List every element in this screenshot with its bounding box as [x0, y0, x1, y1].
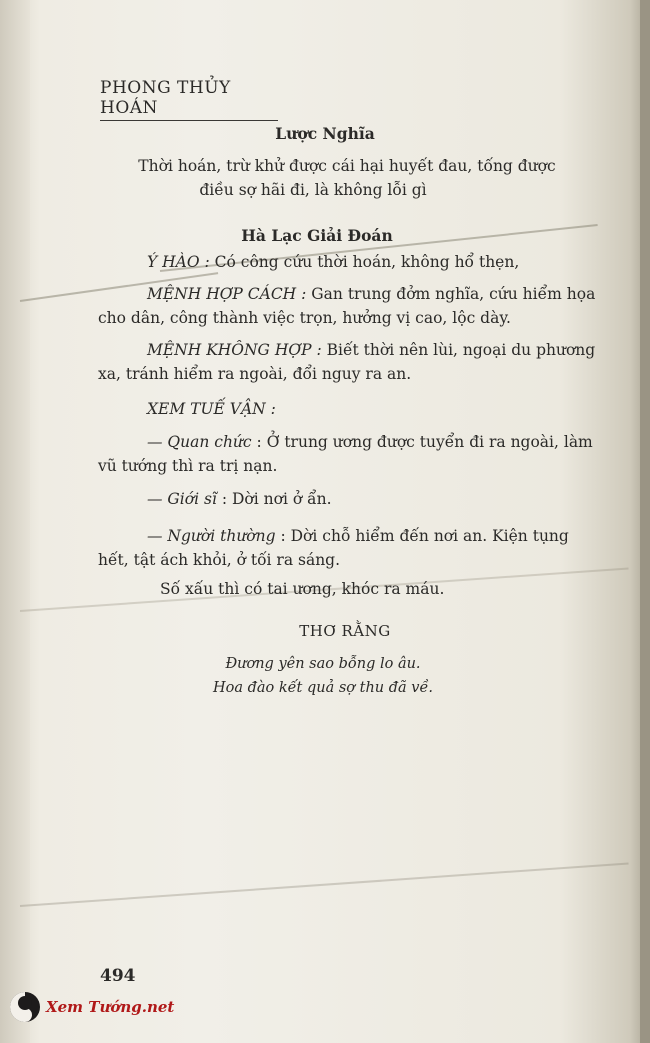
luoc-nghia-line-2: điều sợ hãi đi, là không lỗi gì [199, 181, 427, 199]
menh-khong-text-1: Biết thời nên lùi, ngoại du phương [326, 341, 596, 359]
poem-line-2: Hoa đào kết quả sợ thu đã về. [212, 680, 434, 696]
nguoi-thuong-label: — Người thường [147, 527, 276, 545]
running-header: PHONG THỦY HOÁN [100, 78, 278, 121]
poem-title: THƠ RẰNG [299, 622, 391, 640]
luoc-nghia-line-1: Thời hoán, trừ khử được cái hại huyết đau, tống được [138, 157, 556, 175]
xem-tue-label: XEM TUẾ VẬN : [147, 400, 276, 418]
menh-hop-label: MỆNH HỢP CÁCH : [147, 285, 307, 303]
page-number: 494 [100, 966, 136, 986]
menh-hop-text-2: cho dân, công thành việc trọn, hưởng vị cao, lộc dày. [98, 309, 511, 327]
y-hao-text: Có công cứu thời hoán, không hổ thẹn, [214, 253, 520, 271]
nguoi-thuong-text-2: hết, tật ách khỏi, ở tối ra sáng. [98, 551, 341, 569]
gioi-si-text: : Dời nơi ở ẩn. [221, 490, 332, 508]
page-tear-line [20, 862, 629, 907]
menh-khong-text-2: xa, tránh hiểm ra ngoài, đổi nguy ra an. [98, 365, 412, 383]
quan-chuc-label: — Quan chức [147, 433, 252, 451]
y-hao-label: Ý HÀO : [147, 253, 210, 271]
watermark-text: Xem Tướng.net [46, 998, 175, 1016]
poem-line-1: Đương yên sao bỗng lo âu. [225, 656, 421, 672]
gioi-si-label: — Giới sĩ [147, 490, 217, 508]
watermark [10, 992, 174, 1022]
so-xau-text: Số xấu thì có tai ương, khóc ra máu. [160, 580, 445, 598]
nguoi-thuong-text-1: : Dời chỗ hiểm đến nơi an. Kiện tụng [280, 527, 569, 545]
quan-chuc-text-1: : Ở trung ương được tuyển đi ra ngoài, làm [256, 433, 593, 451]
section-title-ha-lac: Hà Lạc Giải Đoán [241, 226, 393, 245]
section-title-luoc-nghia: Lược Nghĩa [275, 124, 375, 143]
yin-yang-icon [10, 992, 40, 1022]
menh-hop-text-1: Gan trung đởm nghĩa, cứu hiểm họa [311, 285, 596, 303]
menh-khong-label: MỆNH KHÔNG HỢP : [147, 341, 322, 359]
quan-chuc-text-2: vũ tướng thì ra trị nạn. [98, 457, 278, 475]
